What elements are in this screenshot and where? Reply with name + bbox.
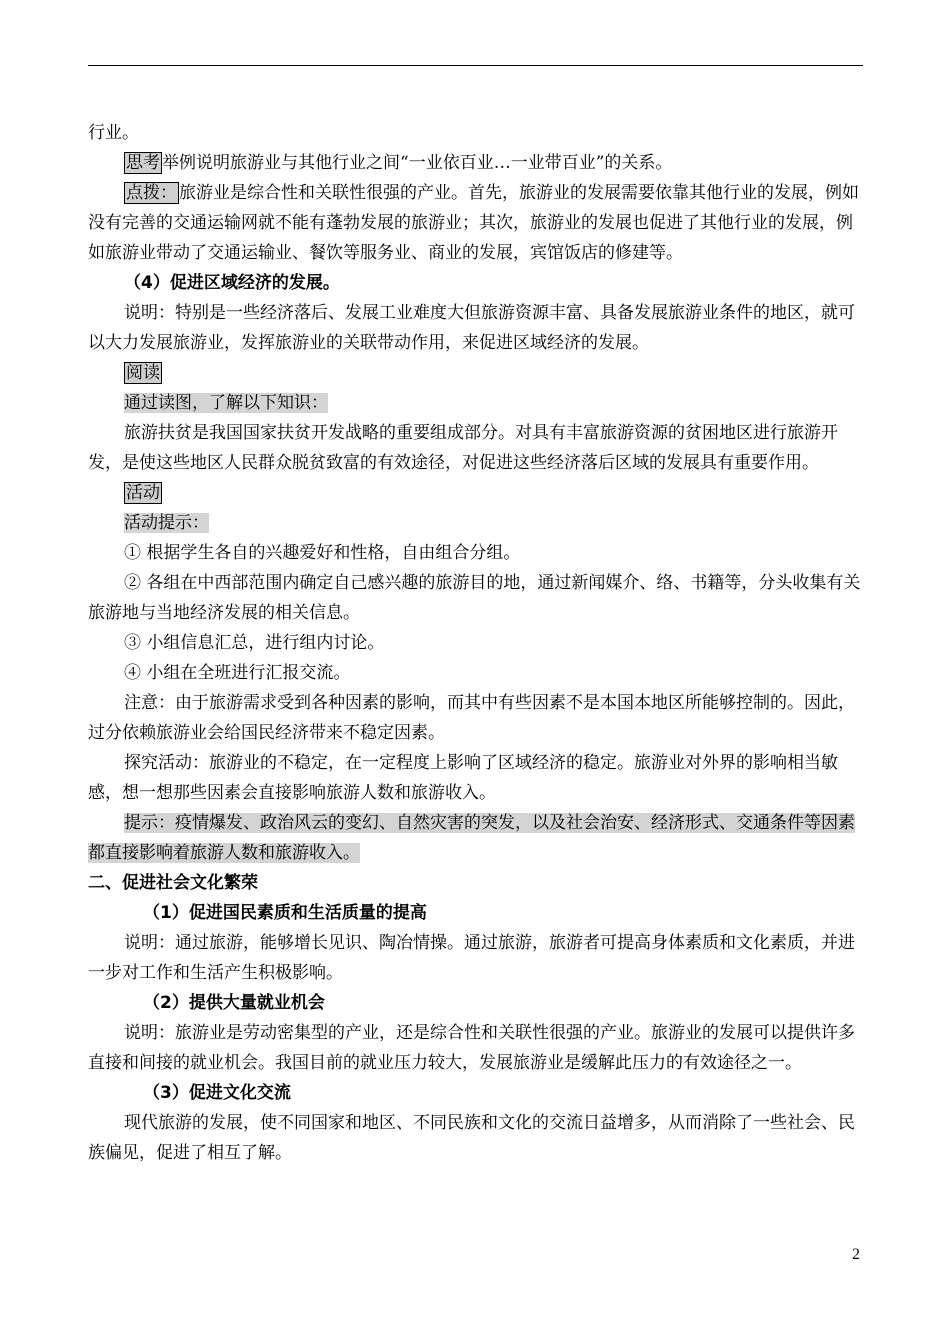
activity-label: 活动 (126, 483, 160, 503)
read-paragraph: 旅游扶贫是我国国家扶贫开发战略的重要组成部分。对具有丰富旅游资源的贫困地区进行旅游开发，是使这些地区人民群众脱贫致富的有效途径，对促进这些经济落后区域的发展具有重要作用。 (88, 423, 838, 473)
explore-paragraph: 探究活动：旅游业的不稳定，在一定程度上影响了区域经济的稳定。旅游业对外界的影响相当敏感，想一想那些因素会直接影响旅游人数和旅游收入。 (88, 753, 838, 803)
activity-label-line (88, 478, 863, 508)
subheading-1: （1）促进国民素质和生活质量的提高 (143, 903, 427, 923)
hint-paragraph (88, 178, 863, 268)
read-label: 阅读 (126, 363, 160, 383)
para-continuation: 行业。 (88, 123, 139, 143)
subheading-3: （3）促进文化交流 (143, 1083, 291, 1103)
subsection-1-text: 说明：通过旅游，能够增长见识、陶冶情操。通过旅游，旅游者可提高身体素质和文化素质，并进一步对工作和生活产生积极影响。 (88, 933, 855, 983)
read-intro-line (88, 388, 863, 418)
heading-4: （4）促进区域经济的发展。 (124, 273, 340, 293)
subsection-3-text: 现代旅游的发展，使不同国家和地区、不同民族和文化的交流日益增多，从而消除了一些社会、民族偏见，促进了相互了解。 (88, 1113, 855, 1163)
activity-item-3: ③ 小组信息汇总，进行组内讨论。 (124, 633, 385, 653)
activity-intro: 活动提示： (124, 513, 209, 533)
activity-item-1: ① 根据学生各自的兴趣爱好和性格，自由组合分组。 (124, 543, 521, 563)
activity-item-4: ④ 小组在全班进行汇报交流。 (124, 663, 351, 683)
activity-item-2: ② 各组在中西部范围内确定自己感兴趣的旅游目的地，通过新闻媒介、络、书籍等，分头收集有关旅游地与当地经济发展的相关信息。 (88, 573, 861, 623)
subsection-2-text: 说明：旅游业是劳动密集型的产业，还是综合性和关联性很强的产业。旅游业的发展可以提供许多直接和间接的就业机会。我国目前的就业压力较大，发展旅游业是缓解此压力的有效途径之一。 (88, 1023, 855, 1073)
think-text: 举例说明旅游业与其他行业之间“一业依百业…一业带百业”的关系。 (162, 153, 673, 173)
section-2-heading: 二、促进社会文化繁荣 (88, 873, 258, 893)
note-paragraph: 注意：由于旅游需求受到各种因素的影响，而其中有些因素不是本国本地区所能够控制的。因此，过分依赖旅游业会给国民经济带来不稳定因素。 (88, 693, 855, 743)
read-intro: 通过读图，了解以下知识： (124, 393, 328, 413)
read-label-line (88, 358, 863, 388)
think-paragraph (88, 148, 863, 178)
hint-text: 旅游业是综合性和关联性很强的产业。首先，旅游业的发展需要依靠其他行业的发展，例如没有完善的交通运输网就不能有蓬勃发展的旅游业；其次，旅游业的发展也促进了其他行业的发展，例如旅游业带动了交通运输业、餐饮等服务业、商业的发展，宾馆饭店的修建等。 (88, 183, 859, 263)
page-number: 2 (852, 1246, 860, 1263)
header-rule (88, 65, 863, 66)
tip-paragraph (88, 808, 863, 868)
activity-intro-line (88, 508, 863, 538)
tip-text: 提示：疫情爆发、政治风云的变幻、自然灾害的突发，以及社会治安、经济形式、交通条件等因素都直接影响着旅游人数和旅游收入。 (88, 813, 855, 863)
page-body (88, 118, 863, 1168)
hint-label: 点拨： (126, 183, 177, 203)
think-label: 思考 (126, 153, 160, 173)
subheading-2: （2）提供大量就业机会 (143, 993, 325, 1013)
explain-paragraph: 说明：特别是一些经济落后、发展工业难度大但旅游资源丰富、具备发展旅游业条件的地区，就可以大力发展旅游业，发挥旅游业的关联带动作用，来促进区域经济的发展。 (88, 303, 855, 353)
